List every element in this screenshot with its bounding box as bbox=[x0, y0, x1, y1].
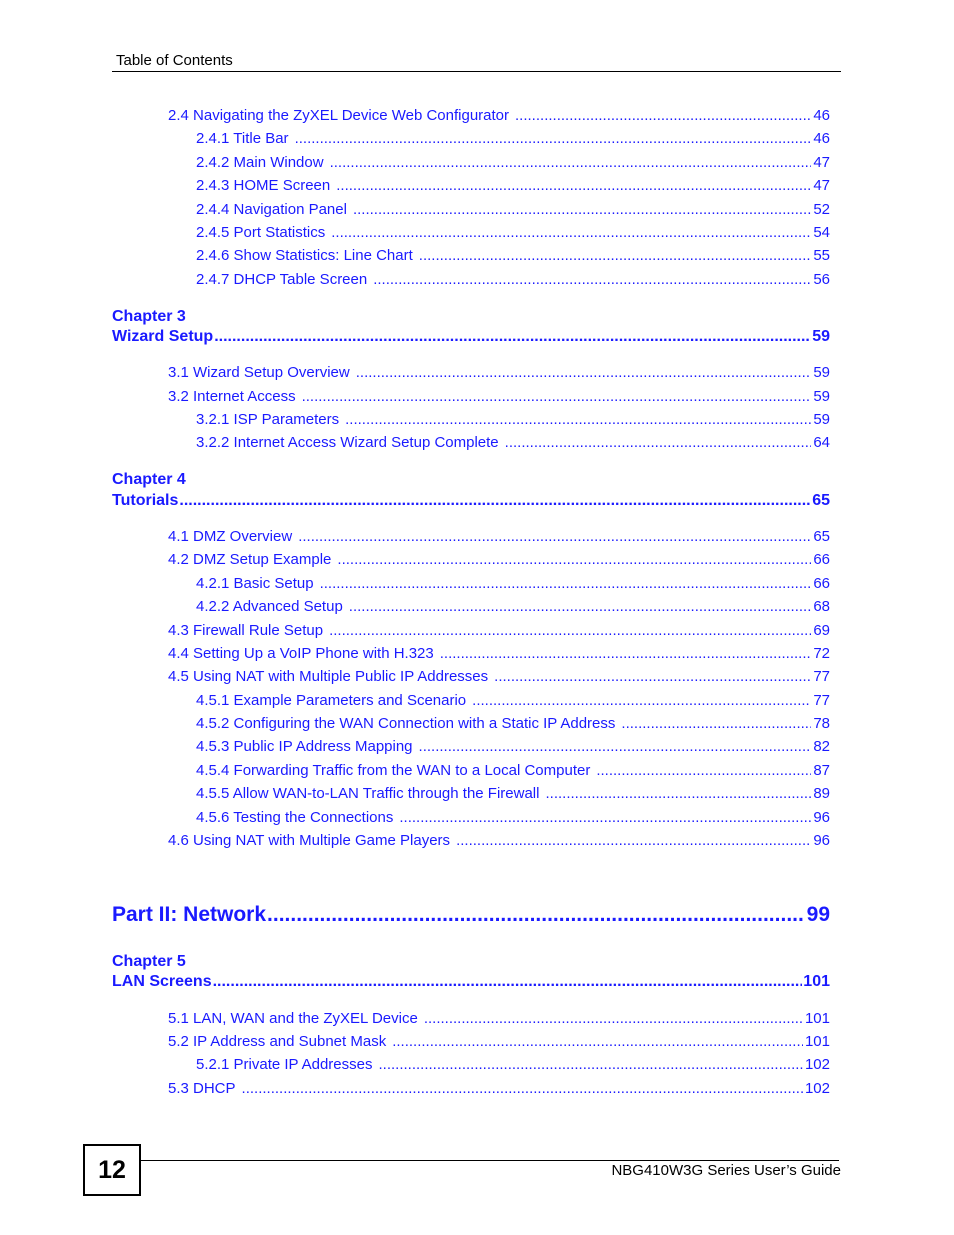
toc-entry-title: 2.4.7 DHCP Table Screen bbox=[196, 271, 368, 288]
leader-dots bbox=[356, 364, 812, 381]
toc-entry-4-5-2[interactable] bbox=[196, 715, 830, 732]
toc-entry-page: 77 bbox=[813, 668, 830, 685]
toc-chapter-lan-screens[interactable] bbox=[112, 973, 830, 991]
toc-entry-page: 69 bbox=[813, 622, 830, 639]
toc-chapter-wizard-setup[interactable] bbox=[112, 328, 830, 346]
toc-chapter-tutorials[interactable] bbox=[112, 492, 830, 510]
toc-entry-title: 4.5.4 Forwarding Traffic from the WAN to a Local Computer bbox=[196, 762, 591, 779]
toc-entry-title: 4.5.5 Allow WAN-to-LAN Traffic through the Firewall bbox=[196, 785, 540, 802]
toc-entry-3-1[interactable] bbox=[168, 364, 830, 381]
toc-entry-2-4[interactable] bbox=[168, 107, 830, 124]
leader-dots bbox=[419, 247, 812, 264]
leader-dots bbox=[379, 1056, 803, 1073]
toc-entry-title: 5.3 DHCP bbox=[168, 1080, 236, 1097]
toc-entry-title: 5.2 IP Address and Subnet Mask bbox=[168, 1033, 387, 1050]
toc-entry-page: 56 bbox=[813, 271, 830, 288]
toc-entry-page: 64 bbox=[813, 434, 830, 451]
toc-part-network[interactable] bbox=[112, 903, 830, 927]
chapter-5-label[interactable]: Chapter 5 bbox=[112, 953, 186, 970]
toc-entry-title: 4.1 DMZ Overview bbox=[168, 528, 293, 545]
toc-entry-4-5-4[interactable] bbox=[196, 762, 830, 779]
toc-entry-4-1[interactable] bbox=[168, 528, 830, 545]
toc-entry-4-5[interactable] bbox=[168, 668, 830, 685]
toc-entry-page: 47 bbox=[813, 177, 830, 194]
toc-entry-5-2-1[interactable] bbox=[196, 1056, 830, 1073]
toc-entry-title: 2.4.3 HOME Screen bbox=[196, 177, 331, 194]
toc-entry-page: 96 bbox=[813, 832, 830, 849]
toc-entry-title: 4.5.2 Configuring the WAN Connection with a Static IP Address bbox=[196, 715, 616, 732]
toc-entry-2-4-5[interactable] bbox=[196, 224, 830, 241]
leader-dots bbox=[295, 130, 812, 147]
toc-entry-title: Wizard Setup bbox=[112, 328, 214, 345]
toc-entry-page: 77 bbox=[813, 692, 830, 709]
toc-entry-title: 4.6 Using NAT with Multiple Game Players bbox=[168, 832, 451, 849]
leader-dots bbox=[399, 809, 811, 826]
toc-entry-title: 2.4.4 Navigation Panel bbox=[196, 201, 347, 218]
chapter-4-label[interactable]: Chapter 4 bbox=[112, 471, 186, 488]
toc-entry-page: 96 bbox=[813, 809, 830, 826]
toc-entry-4-2-1[interactable] bbox=[196, 575, 830, 592]
toc-entry-title: 4.2 DMZ Setup Example bbox=[168, 551, 332, 568]
chapter-3-label[interactable]: Chapter 3 bbox=[112, 308, 186, 325]
toc-entry-2-4-1[interactable] bbox=[196, 130, 830, 147]
toc-entry-title: 2.4.2 Main Window bbox=[196, 154, 324, 171]
leader-dots bbox=[179, 492, 811, 510]
leader-dots bbox=[329, 622, 811, 639]
toc-entry-page: 101 bbox=[804, 1033, 830, 1050]
leader-dots bbox=[440, 645, 812, 662]
toc-entry-page: 66 bbox=[813, 551, 830, 568]
toc-entry-3-2[interactable] bbox=[168, 388, 830, 405]
toc-entry-page: 52 bbox=[813, 201, 830, 218]
leader-dots bbox=[494, 668, 811, 685]
toc-entry-4-4[interactable] bbox=[168, 645, 830, 662]
running-header: Table of Contents bbox=[116, 52, 233, 69]
toc-entry-4-3[interactable] bbox=[168, 622, 830, 639]
toc-entry-4-5-1[interactable] bbox=[196, 692, 830, 709]
leader-dots bbox=[214, 328, 811, 346]
toc-entry-page: 82 bbox=[813, 738, 830, 755]
toc-entry-5-3[interactable] bbox=[168, 1080, 830, 1097]
toc-entry-page: 72 bbox=[813, 645, 830, 662]
toc-entry-title: 5.1 LAN, WAN and the ZyXEL Device bbox=[168, 1010, 418, 1027]
leader-dots bbox=[621, 715, 811, 732]
toc-entry-title: 2.4.1 Title Bar bbox=[196, 130, 289, 147]
leader-dots bbox=[330, 154, 812, 171]
toc-entry-page: 87 bbox=[813, 762, 830, 779]
toc-entry-page: 101 bbox=[803, 973, 830, 990]
toc-entry-page: 46 bbox=[813, 130, 830, 147]
toc-entry-2-4-4[interactable] bbox=[196, 201, 830, 218]
toc-entry-page: 65 bbox=[813, 528, 830, 545]
toc-entry-title: 4.3 Firewall Rule Setup bbox=[168, 622, 324, 639]
toc-entry-title: 4.4 Setting Up a VoIP Phone with H.323 bbox=[168, 645, 434, 662]
toc-entry-title: 2.4 Navigating the ZyXEL Device Web Configurator bbox=[168, 107, 510, 124]
toc-entry-5-1[interactable] bbox=[168, 1010, 830, 1027]
leader-dots bbox=[505, 434, 812, 451]
toc-entry-title: 4.2.1 Basic Setup bbox=[196, 575, 314, 592]
toc-entry-page: 59 bbox=[812, 328, 830, 345]
toc-entry-4-5-6[interactable] bbox=[196, 809, 830, 826]
leader-dots bbox=[349, 598, 812, 615]
toc-entry-title: 4.5.1 Example Parameters and Scenario bbox=[196, 692, 467, 709]
toc-entry-page: 59 bbox=[813, 364, 830, 381]
leader-dots bbox=[242, 1080, 803, 1097]
leader-dots bbox=[545, 785, 811, 802]
leader-dots bbox=[336, 177, 811, 194]
leader-dots bbox=[267, 903, 803, 927]
toc-entry-3-2-1[interactable] bbox=[196, 411, 830, 428]
toc-entry-5-2[interactable] bbox=[168, 1033, 830, 1050]
toc-entry-4-5-3[interactable] bbox=[196, 738, 830, 755]
toc-entry-page: 99 bbox=[806, 903, 830, 926]
toc-entry-title: 2.4.5 Port Statistics bbox=[196, 224, 326, 241]
toc-entry-2-4-3[interactable] bbox=[196, 177, 830, 194]
leader-dots bbox=[337, 551, 811, 568]
toc-entry-4-5-5[interactable] bbox=[196, 785, 830, 802]
leader-dots bbox=[419, 738, 812, 755]
page-number: 12 bbox=[83, 1144, 141, 1196]
toc-entry-4-2[interactable] bbox=[168, 551, 830, 568]
toc-entry-2-4-6[interactable] bbox=[196, 247, 830, 264]
leader-dots bbox=[373, 271, 811, 288]
toc-entry-page: 47 bbox=[813, 154, 830, 171]
leader-dots bbox=[596, 762, 811, 779]
leader-dots bbox=[392, 1033, 803, 1050]
toc-entry-title: 3.1 Wizard Setup Overview bbox=[168, 364, 350, 381]
leader-dots bbox=[424, 1010, 803, 1027]
footer-rule bbox=[139, 1160, 839, 1161]
toc-entry-title: 3.2.1 ISP Parameters bbox=[196, 411, 340, 428]
toc-entry-title: LAN Screens bbox=[112, 973, 212, 990]
header-rule bbox=[112, 71, 841, 72]
toc-entry-title: Part II: Network bbox=[112, 903, 267, 926]
toc-entry-page: 89 bbox=[813, 785, 830, 802]
leader-dots bbox=[456, 832, 811, 849]
toc-entry-page: 68 bbox=[813, 598, 830, 615]
leader-dots bbox=[515, 107, 811, 124]
toc-entry-page: 59 bbox=[813, 388, 830, 405]
toc-entry-2-4-2[interactable] bbox=[196, 154, 830, 171]
toc-entry-4-6[interactable] bbox=[168, 832, 830, 849]
toc-entry-4-2-2[interactable] bbox=[196, 598, 830, 615]
leader-dots bbox=[213, 973, 803, 991]
toc-entry-title: 4.5.6 Testing the Connections bbox=[196, 809, 394, 826]
leader-dots bbox=[320, 575, 812, 592]
toc-entry-title: 4.5 Using NAT with Multiple Public IP Addresses bbox=[168, 668, 489, 685]
guide-title: NBG410W3G Series User’s Guide bbox=[611, 1162, 841, 1179]
toc-entry-page: 101 bbox=[804, 1010, 830, 1027]
toc-entry-title: Tutorials bbox=[112, 492, 179, 509]
toc-entry-page: 55 bbox=[813, 247, 830, 264]
leader-dots bbox=[345, 411, 811, 428]
toc-entry-title: 5.2.1 Private IP Addresses bbox=[196, 1056, 373, 1073]
toc-entry-page: 59 bbox=[813, 411, 830, 428]
toc-entry-page: 65 bbox=[812, 492, 830, 509]
leader-dots bbox=[472, 692, 811, 709]
toc-entry-title: 4.5.3 Public IP Address Mapping bbox=[196, 738, 413, 755]
toc-entry-title: 3.2.2 Internet Access Wizard Setup Complete bbox=[196, 434, 499, 451]
leader-dots bbox=[298, 528, 811, 545]
toc-entry-title: 4.2.2 Advanced Setup bbox=[196, 598, 343, 615]
toc-entry-page: 46 bbox=[813, 107, 830, 124]
toc-entry-3-2-2[interactable] bbox=[196, 434, 830, 451]
toc-entry-page: 66 bbox=[813, 575, 830, 592]
toc-entry-page: 102 bbox=[804, 1056, 830, 1073]
toc-entry-page: 54 bbox=[813, 224, 830, 241]
leader-dots bbox=[353, 201, 811, 218]
toc-entry-page: 78 bbox=[813, 715, 830, 732]
leader-dots bbox=[331, 224, 811, 241]
leader-dots bbox=[302, 388, 812, 405]
toc-entry-2-4-7[interactable] bbox=[196, 271, 830, 288]
toc-entry-title: 2.4.6 Show Statistics: Line Chart bbox=[196, 247, 413, 264]
toc-entry-page: 102 bbox=[804, 1080, 830, 1097]
toc-entry-title: 3.2 Internet Access bbox=[168, 388, 296, 405]
